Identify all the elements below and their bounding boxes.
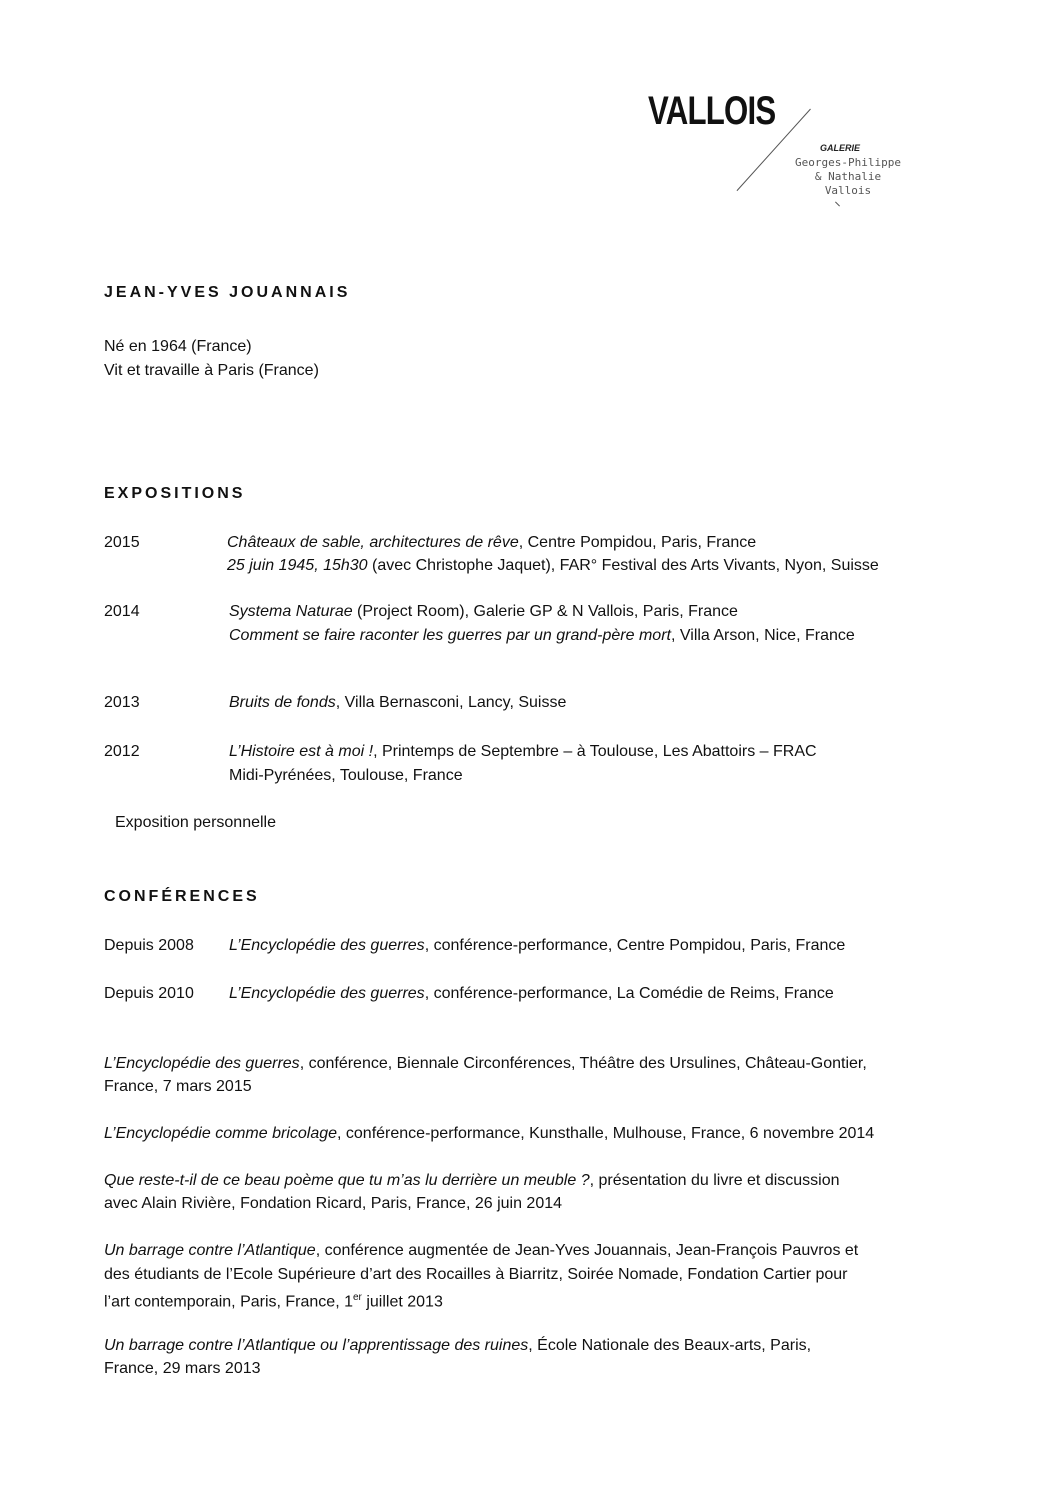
exposition-year: 2015 <box>104 534 140 551</box>
exposition-line: Bruits de fonds, Villa Bernasconi, Lancy, Suisse <box>229 694 567 711</box>
exposition-line: Comment se faire raconter les guerres par un grand-père mort, Villa Arson, Nice, France <box>229 627 855 644</box>
exposition-line: L’Histoire est à moi !, Printemps de Septembre – à Toulouse, Les Abattoirs – FRAC <box>229 743 817 760</box>
conference-paragraph-line: France, 7 mars 2015 <box>104 1078 252 1095</box>
exposition-note: Exposition personnelle <box>115 814 276 831</box>
conference-paragraph-line: L’Encyclopédie comme bricolage, conférence-performance, Kunsthalle, Mulhouse, France, 6 novembre 2014 <box>104 1125 875 1142</box>
artist-born: Né en 1964 (France) <box>104 338 252 355</box>
conferences-heading: CONFÉRENCES <box>104 888 260 905</box>
conference-date: Depuis 2010 <box>104 985 194 1002</box>
artist-lives: Vit et travaille à Paris (France) <box>104 362 319 379</box>
exposition-year: 2014 <box>104 603 140 620</box>
logo-wordmark: VALLOIS <box>648 89 776 133</box>
conference-paragraph-line: l’art contemporain, Paris, France, 1er juillet 2013 <box>104 1292 443 1311</box>
conference-paragraph-line: France, 29 mars 2013 <box>104 1360 261 1377</box>
conference-paragraph-line: Un barrage contre l’Atlantique ou l’apprentissage des ruines, École Nationale des Beaux-arts, Paris, <box>104 1337 812 1354</box>
exposition-line: Systema Naturae (Project Room), Galerie GP & N Vallois, Paris, France <box>229 603 738 620</box>
conference-paragraph-line: des étudiants de l’Ecole Supérieure d’art des Rocailles à Biarritz, Soirée Nomade, Fondation Cartier pour <box>104 1266 848 1283</box>
conference-line: L’Encyclopédie des guerres, conférence-performance, Centre Pompidou, Paris, France <box>229 937 846 954</box>
exposition-line: Châteaux de sable, architectures de rêve, Centre Pompidou, Paris, France <box>227 534 757 551</box>
conference-date: Depuis 2008 <box>104 937 194 954</box>
gallery-logo <box>645 84 901 214</box>
conference-line: L’Encyclopédie des guerres, conférence-performance, La Comédie de Reims, France <box>229 985 834 1002</box>
conference-paragraph-line: Que reste-t-il de ce beau poème que tu m’as lu derrière un meuble ?, présentation du livre et discussion <box>104 1172 840 1189</box>
conference-paragraph-line: L’Encyclopédie des guerres, conférence, Biennale Circonférences, Théâtre des Ursulines, Château-Gontier, <box>104 1055 867 1072</box>
artist-name: JEAN-YVES JOUANNAIS <box>104 284 351 301</box>
logo-gallery-name: Georges-Philippe & Nathalie Vallois <box>795 156 901 197</box>
expositions-heading: EXPOSITIONS <box>104 485 246 502</box>
exposition-year: 2013 <box>104 694 140 711</box>
exposition-line: 25 juin 1945, 15h30 (avec Christophe Jaquet), FAR° Festival des Arts Vivants, Nyon, Suisse <box>227 557 879 574</box>
logo-galerie-label: GALERIE <box>820 143 861 153</box>
exposition-year: 2012 <box>104 743 140 760</box>
conference-paragraph-line: Un barrage contre l’Atlantique, conférence augmentée de Jean-Yves Jouannais, Jean-François Pauvros et <box>104 1242 859 1259</box>
logo-tick-mark <box>835 202 840 207</box>
conference-paragraph-line: avec Alain Rivière, Fondation Ricard, Paris, France, 26 juin 2014 <box>104 1195 563 1212</box>
exposition-line: Midi-Pyrénées, Toulouse, France <box>229 767 463 784</box>
